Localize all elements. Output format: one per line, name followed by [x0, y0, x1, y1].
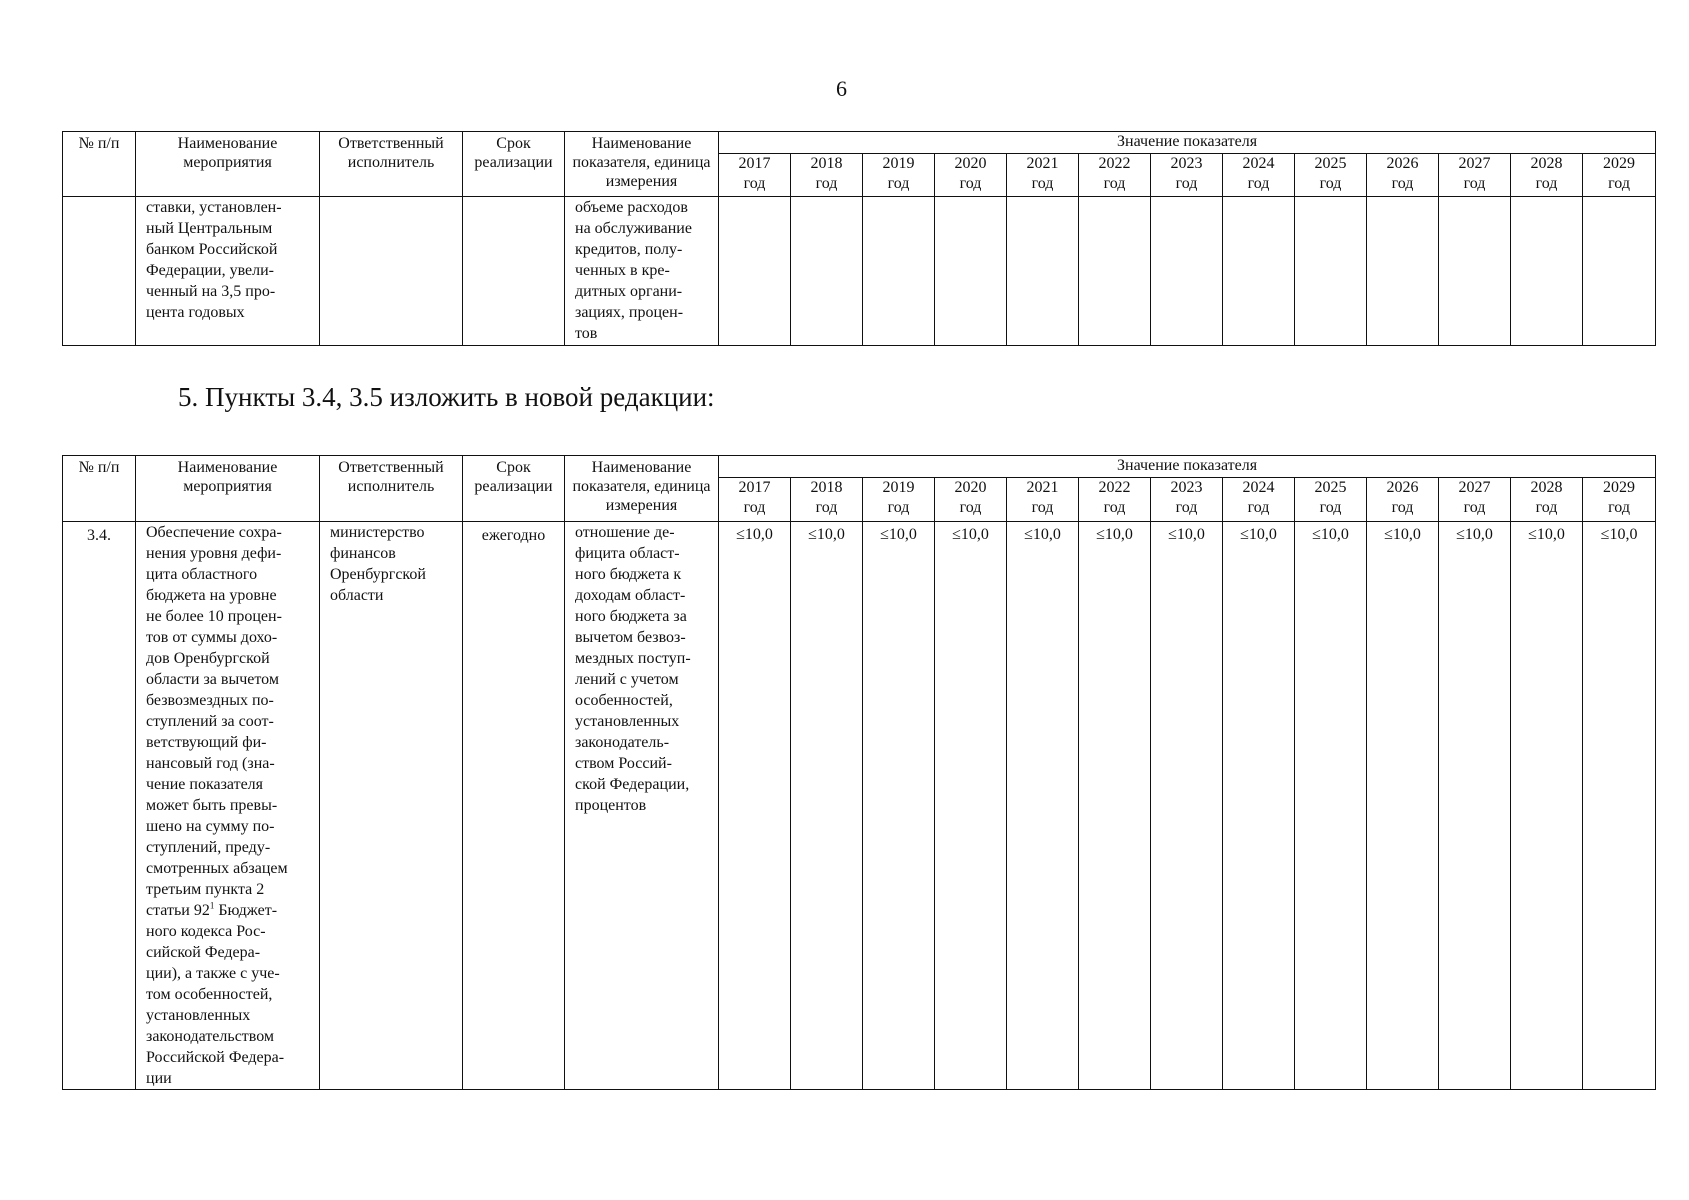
- year-label: 2029: [1603, 155, 1636, 172]
- value-cell: ≤10,0: [1295, 522, 1367, 1090]
- cell-executor: министерство финансов Оренбургской области: [320, 522, 463, 1090]
- year-label: 2023: [1170, 479, 1203, 496]
- header-year-2028: [1511, 478, 1583, 522]
- value-cell: ≤10,0: [1583, 522, 1656, 1090]
- year-label: 2027: [1458, 155, 1491, 172]
- year-label: 2020: [954, 155, 987, 172]
- cell-name-part1: Обеспечение сохра- нения уровня дефи- цита областного бюджета на уровне не более 10 процен- тов от суммы дохо- дов Оренбургской области за вычетом безвозмездных по- ступлений за соот- ветствующий фи- нансовый год (зна- чение показателя может быть превы- шено на сумму по- ступлений, преду- смотренных абзацем третьим пункта 2 статьи 92: [146, 524, 288, 919]
- page-number: 6: [836, 76, 847, 101]
- table-row: [63, 197, 1656, 346]
- year-unit: год: [1319, 499, 1342, 516]
- header-year-2021: [1007, 478, 1079, 522]
- year-unit: год: [743, 175, 766, 192]
- value-cell: [1007, 197, 1079, 346]
- year-unit: год: [1391, 175, 1414, 192]
- header-name: Наименование мероприятия: [136, 132, 320, 197]
- header-year-2023: [1151, 154, 1223, 197]
- year-unit: год: [887, 175, 910, 192]
- cell-name-part2: Бюджет- ного кодекса Рос- сийской Федера- ции), а также с уче- том особенностей, установленных законодательством Российской Федера- ции: [146, 902, 285, 1087]
- year-unit: год: [1319, 175, 1342, 192]
- year-unit: год: [959, 175, 982, 192]
- year-label: 2022: [1098, 479, 1131, 496]
- footnote-superscript: 1: [209, 900, 215, 911]
- year-label: 2023: [1170, 155, 1203, 172]
- year-unit: год: [743, 499, 766, 516]
- header-year-2025: [1295, 478, 1367, 522]
- value-cell: [935, 197, 1007, 346]
- header-year-2024: [1223, 478, 1295, 522]
- year-label: 2020: [954, 479, 987, 496]
- year-label: 2025: [1314, 479, 1347, 496]
- year-unit: год: [1535, 175, 1558, 192]
- cell-name: [136, 522, 320, 1090]
- value-cell: ≤10,0: [791, 522, 863, 1090]
- year-label: 2019: [882, 479, 915, 496]
- year-label: 2028: [1530, 155, 1563, 172]
- year-unit: год: [1463, 499, 1486, 516]
- header-indicator: Наименование показателя, единица измерения: [565, 456, 719, 522]
- value-cell: [1295, 197, 1367, 346]
- value-cell: [1367, 197, 1439, 346]
- cell-name: ставки, установлен- ный Центральным банком Российской Федерации, увели- ченный на 3,5 про- цента годовых: [136, 197, 320, 346]
- value-cell: ≤10,0: [1511, 522, 1583, 1090]
- year-unit: год: [1175, 175, 1198, 192]
- value-cell: ≤10,0: [1079, 522, 1151, 1090]
- year-unit: год: [1535, 499, 1558, 516]
- header-year-2020: [935, 154, 1007, 197]
- value-cell: [1079, 197, 1151, 346]
- header-year-2028: [1511, 154, 1583, 197]
- year-label: 2021: [1026, 155, 1059, 172]
- header-year-2019: [863, 478, 935, 522]
- header-year-2019: [863, 154, 935, 197]
- header-year-2022: [1079, 154, 1151, 197]
- header-year-2021: [1007, 154, 1079, 197]
- value-cell: ≤10,0: [719, 522, 791, 1090]
- year-unit: год: [959, 499, 982, 516]
- year-unit: год: [1175, 499, 1198, 516]
- value-cell: [1439, 197, 1511, 346]
- header-year-2029: [1583, 154, 1656, 197]
- year-unit: год: [1247, 499, 1270, 516]
- header-year-2017: [719, 478, 791, 522]
- year-label: 2025: [1314, 155, 1347, 172]
- year-unit: год: [1247, 175, 1270, 192]
- value-cell: ≤10,0: [1007, 522, 1079, 1090]
- header-year-2017: [719, 154, 791, 197]
- header-year-2023: [1151, 478, 1223, 522]
- year-unit: год: [815, 499, 838, 516]
- year-label: 2029: [1603, 479, 1636, 496]
- value-cell: ≤10,0: [1367, 522, 1439, 1090]
- year-label: 2017: [738, 479, 771, 496]
- header-year-2018: [791, 154, 863, 197]
- cell-indicator: объеме расходов на обслуживание кредитов, полу- ченных в кре- дитных органи- зациях, процен- тов: [565, 197, 719, 346]
- value-cell: [1151, 197, 1223, 346]
- header-year-2025: [1295, 154, 1367, 197]
- header-year-2024: [1223, 154, 1295, 197]
- year-unit: год: [1608, 175, 1630, 192]
- year-label: 2019: [882, 155, 915, 172]
- year-unit: год: [887, 499, 910, 516]
- value-cell: ≤10,0: [863, 522, 935, 1090]
- year-unit: год: [1031, 499, 1054, 516]
- cell-num: 3.4.: [63, 522, 136, 1090]
- year-label: 2026: [1386, 479, 1419, 496]
- header-executor: Ответственный исполнитель: [320, 456, 463, 522]
- year-unit: год: [1608, 499, 1630, 516]
- value-cell: [1583, 197, 1656, 346]
- value-cell: ≤10,0: [1223, 522, 1295, 1090]
- cell-executor: [320, 197, 463, 346]
- header-term: Срок реализации: [463, 132, 565, 197]
- header-value-group: Значение показателя: [719, 132, 1656, 154]
- year-unit: год: [1463, 175, 1486, 192]
- year-unit: год: [1103, 499, 1126, 516]
- value-cell: ≤10,0: [1151, 522, 1223, 1090]
- year-label: 2026: [1386, 155, 1419, 172]
- header-year-2027: [1439, 478, 1511, 522]
- year-label: 2017: [738, 155, 771, 172]
- cell-term: [463, 197, 565, 346]
- value-cell: ≤10,0: [1439, 522, 1511, 1090]
- header-indicator: Наименование показателя, единица измерения: [565, 132, 719, 197]
- indicator-table: [62, 455, 1656, 1090]
- header-year-2026: [1367, 478, 1439, 522]
- value-cell: [1511, 197, 1583, 346]
- year-unit: год: [1031, 175, 1054, 192]
- year-label: 2027: [1458, 479, 1491, 496]
- year-unit: год: [815, 175, 838, 192]
- header-year-2020: [935, 478, 1007, 522]
- cell-num: [63, 197, 136, 346]
- header-num: № п/п: [63, 132, 136, 197]
- value-cell: [1223, 197, 1295, 346]
- year-label: 2022: [1098, 155, 1131, 172]
- cell-term: ежегодно: [463, 522, 565, 1090]
- header-year-2022: [1079, 478, 1151, 522]
- table-row: [63, 522, 1656, 1090]
- header-num: № п/п: [63, 456, 136, 522]
- year-label: 2018: [810, 155, 843, 172]
- value-cell: ≤10,0: [935, 522, 1007, 1090]
- header-name: Наименование мероприятия: [136, 456, 320, 522]
- year-unit: год: [1391, 499, 1414, 516]
- cell-indicator: отношение де- фицита област- ного бюджета к доходам област- ного бюджета за вычетом безвоз- мездных поступ- лений с учетом особенностей, установленных законодатель- ством Россий- ской Федерации, процентов: [565, 522, 719, 1090]
- header-year-2029: [1583, 478, 1656, 522]
- year-label: 2021: [1026, 479, 1059, 496]
- year-label: 2024: [1242, 479, 1275, 496]
- indicator-table-continued: [62, 131, 1656, 346]
- value-cell: [863, 197, 935, 346]
- year-unit: год: [1103, 175, 1126, 192]
- year-label: 2018: [810, 479, 843, 496]
- section-heading: 5. Пункты 3.4, 3.5 изложить в новой редакции:: [178, 382, 715, 412]
- year-label: 2024: [1242, 155, 1275, 172]
- header-term: Срок реализации: [463, 456, 565, 522]
- header-year-2026: [1367, 154, 1439, 197]
- header-year-2027: [1439, 154, 1511, 197]
- header-value-group: Значение показателя: [719, 456, 1656, 478]
- year-label: 2028: [1530, 479, 1563, 496]
- value-cell: [791, 197, 863, 346]
- value-cell: [719, 197, 791, 346]
- header-executor: Ответственный исполнитель: [320, 132, 463, 197]
- header-year-2018: [791, 478, 863, 522]
